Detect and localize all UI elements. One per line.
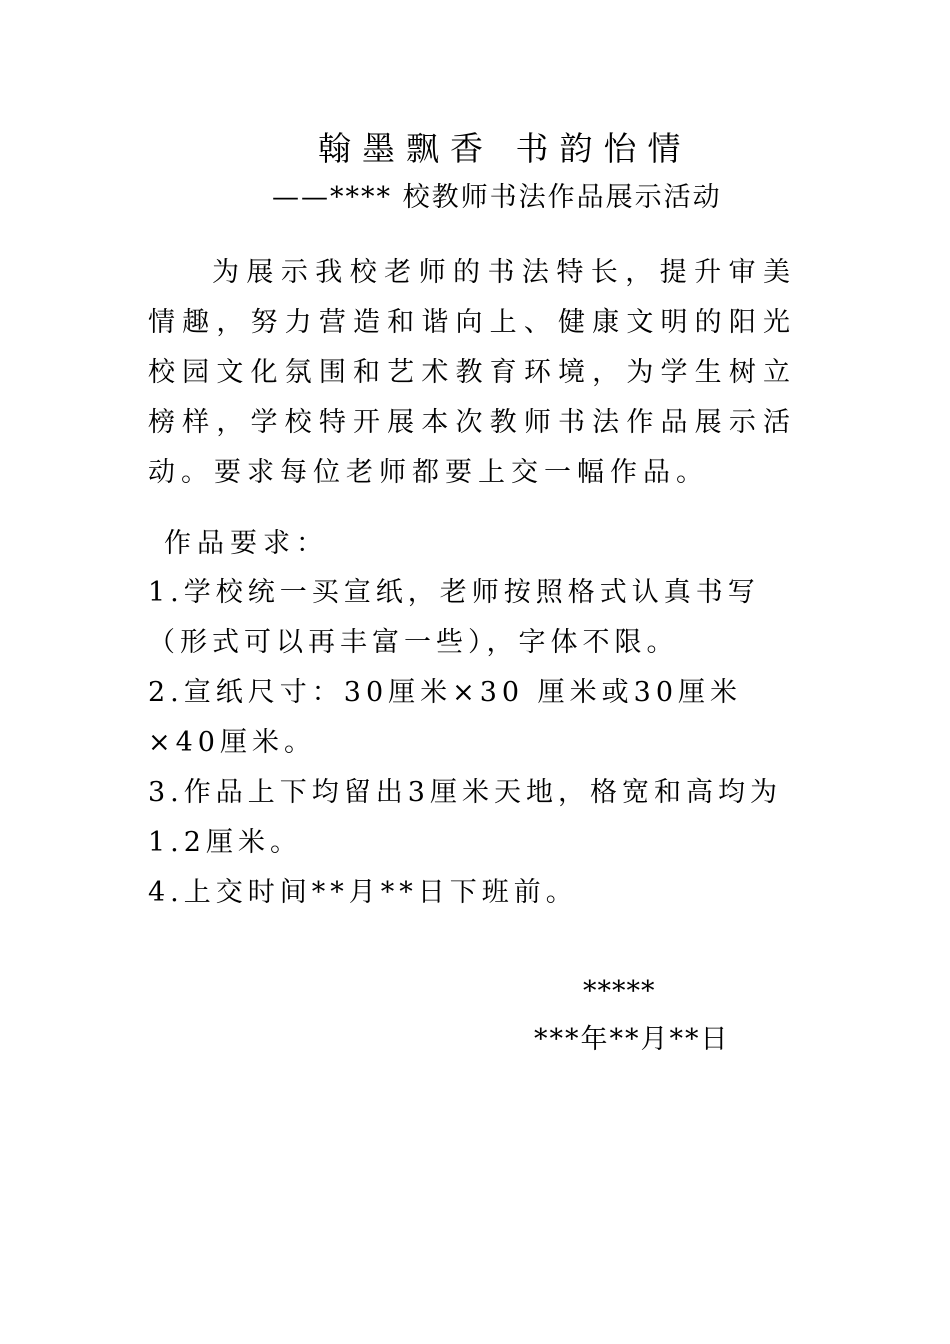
- requirement-item-1: 1.学校统一买宣纸，老师按照格式认真书写（形式可以再丰富一些），字体不限。: [148, 577, 760, 658]
- document-subtitle: ——**** 校教师书法作品展示活动: [272, 182, 722, 213]
- document-title: 翰墨飘香 书韵怡情: [318, 129, 692, 168]
- requirement-item-3: 3.作品上下均留出3厘米天地，格宽和高均为1.2厘米。: [148, 777, 782, 858]
- intro-paragraph: 为展示我校老师的书法特长，提升审美情趣，努力营造和谐向上、健康文明的阳光校园文化氛围和艺术教育环境，为学生树立榜样，学校特开展本次教师书法作品展示活动。要求每位老师都要上交一幅作品。: [148, 257, 796, 488]
- document-date: ***年**月**日: [534, 1024, 730, 1055]
- requirements-list: [148, 568, 808, 918]
- requirements-heading: 作品要求：: [164, 528, 329, 559]
- requirement-item-4: 4.上交时间**月**日下班前。: [148, 877, 578, 908]
- signer-name: *****: [583, 976, 656, 1007]
- requirement-item-2: 2.宣纸尺寸：30厘米×30 厘米或30厘米×40厘米。: [148, 677, 743, 758]
